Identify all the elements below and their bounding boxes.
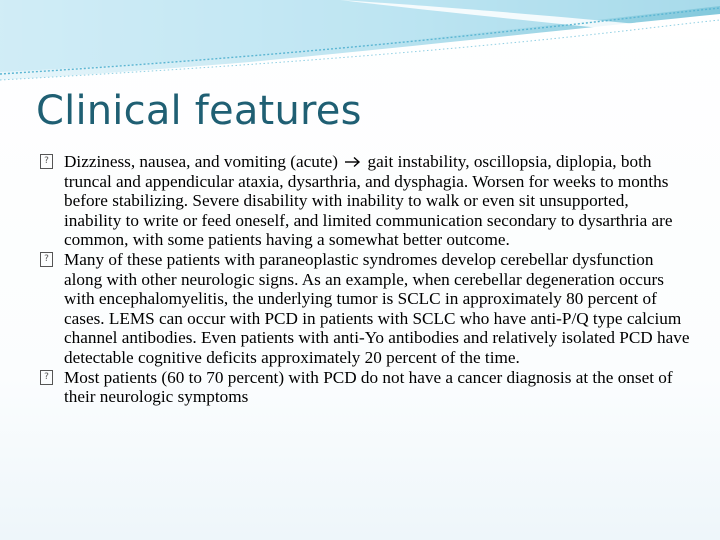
bullet-item — [40, 152, 690, 250]
bullet-item — [40, 368, 690, 407]
bullet-text: Most patients (60 to 70 percent) with PCD do not have a cancer diagnosis at the onset of their neurologic symptoms — [64, 367, 673, 407]
bullet-marker-icon: ? — [40, 370, 53, 385]
header-wave-decoration — [0, 0, 720, 90]
bullet-marker-icon: ? — [40, 252, 53, 267]
bullet-text-part: gait instability, oscillopsia, diplopia, both truncal and appendicular ataxia, dysarthria, and dysphagia. Worsen for weeks to months before stabilizing. Severe disability with inability to walk or even sit unsupported, inability to write or feed oneself, and limited communication secondary to dysarthria are common, with some patients having a somewhat better outcome. — [64, 152, 673, 250]
bullet-marker-icon: ? — [40, 154, 53, 169]
page-title: Clinical features — [36, 88, 362, 134]
bullet-text-part: Dizziness, nausea, and vomiting (acute) — [64, 152, 338, 171]
right-arrow-icon — [344, 156, 361, 168]
bullet-list — [40, 152, 690, 407]
bullet-item — [40, 250, 690, 368]
bullet-text: Many of these patients with paraneoplastic syndromes develop cerebellar dysfunction along with other neurologic signs. As an example, when cerebellar degeneration occurs with encephalomyelitis, the underlying tumor is SCLC in approximately 80 percent of cases. LEMS can occur with PCD in patients with SCLC who have anti-P/Q type calcium channel antibodies. Even patients with anti-Yo antibodies and relatively isolated PCD have detectable cognitive deficits approximately 20 percent of the time. — [64, 249, 690, 367]
